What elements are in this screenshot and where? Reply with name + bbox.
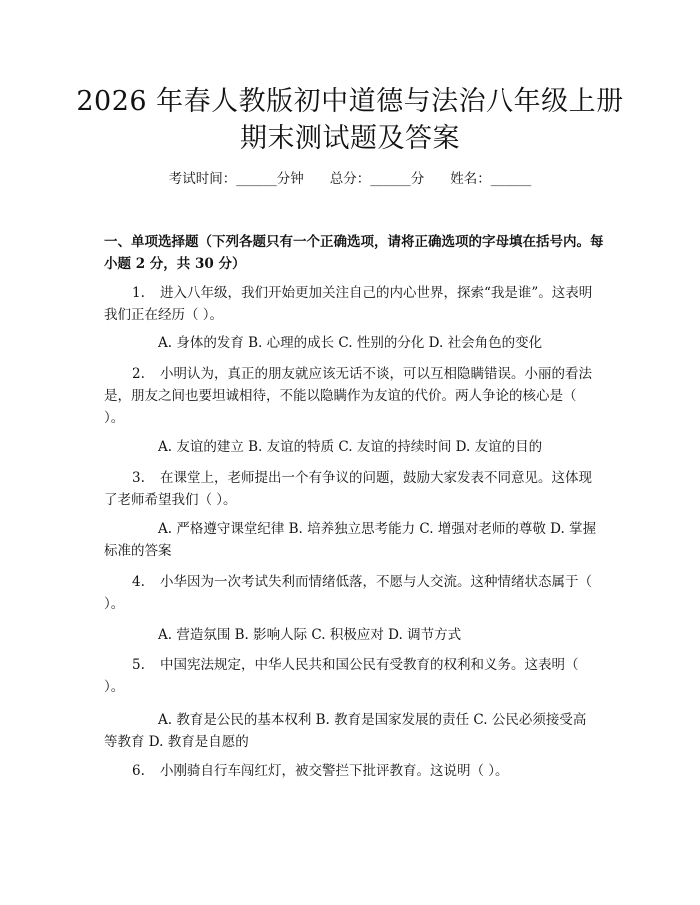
question-4 [104,571,598,615]
question-3-options: A. 严格遵守课堂纪律 B. 培养独立思考能力 C. 增强对老师的尊敬 D. 掌握标准的答案 [104,521,597,559]
question-number: 4. [132,574,145,590]
question-number: 5. [132,657,145,673]
exam-time-field: 考试时间：______分钟 [168,171,304,187]
question-text: 中国宪法规定，中华人民共和国公民有受教育的权利和义务。这表明（ ）。 [104,657,579,695]
question-5 [104,654,598,698]
question-3 [104,467,598,511]
question-number: 2. [132,366,145,382]
question-text: 小刚骑自行车闯红灯，被交警拦下批评教育。这说明（ ）。 [160,763,509,779]
question-2-options: A. 友谊的建立 B. 友谊的特质 C. 友谊的持续时间 D. 友谊的目的 [158,439,543,455]
question-text: 小华因为一次考试失利而情绪低落，不愿与人交流。这种情绪状态属于（ ）。 [104,574,592,612]
question-6 [104,760,598,782]
student-name-field: 姓名：______ [450,171,532,187]
question-text: 小明认为，真正的朋友就应该无话不谈，可以互相隐瞒错误。小丽的看法是，朋友之间也要坦诚相待，不能以隐瞒作为友谊的代价。两人争论的核心是（ ）。 [104,366,592,426]
question-4-options: A. 营造氛围 B. 影响人际 C. 积极应对 D. 调节方式 [158,627,462,643]
question-2 [104,363,598,429]
question-number: 6. [132,763,145,779]
page-title: 2026 年春人教版初中道德与法治八年级上册 [76,86,624,117]
question-text: 进入八年级，我们开始更加关注自己的内心世界，探索“我是谁”。这表明我们正在经历（ ）。 [104,285,593,323]
exam-info [0,170,700,188]
question-number: 1. [132,285,145,301]
question-1 [104,282,598,326]
question-5-options: A. 教育是公民的基本权利 B. 教育是国家发展的责任 C. 公民必须接受高等教育 D. 教育是自愿的 [104,712,587,750]
section-heading: 一、单项选择题（下列各题只有一个正确选项，请将正确选项的字母填在括号内。每小题 2 分，共 30 分） [104,234,604,272]
question-number: 3. [132,470,145,486]
page-subtitle: 期末测试题及答案 [240,123,460,154]
total-score-field: 总分：______分 [329,171,425,187]
question-text: 在课堂上，老师提出一个有争议的问题，鼓励大家发表不同意见。这体现了老师希望我们（ ）。 [104,470,592,508]
question-1-options: A. 身体的发育 B. 心理的成长 C. 性别的分化 D. 社会角色的变化 [158,335,543,351]
